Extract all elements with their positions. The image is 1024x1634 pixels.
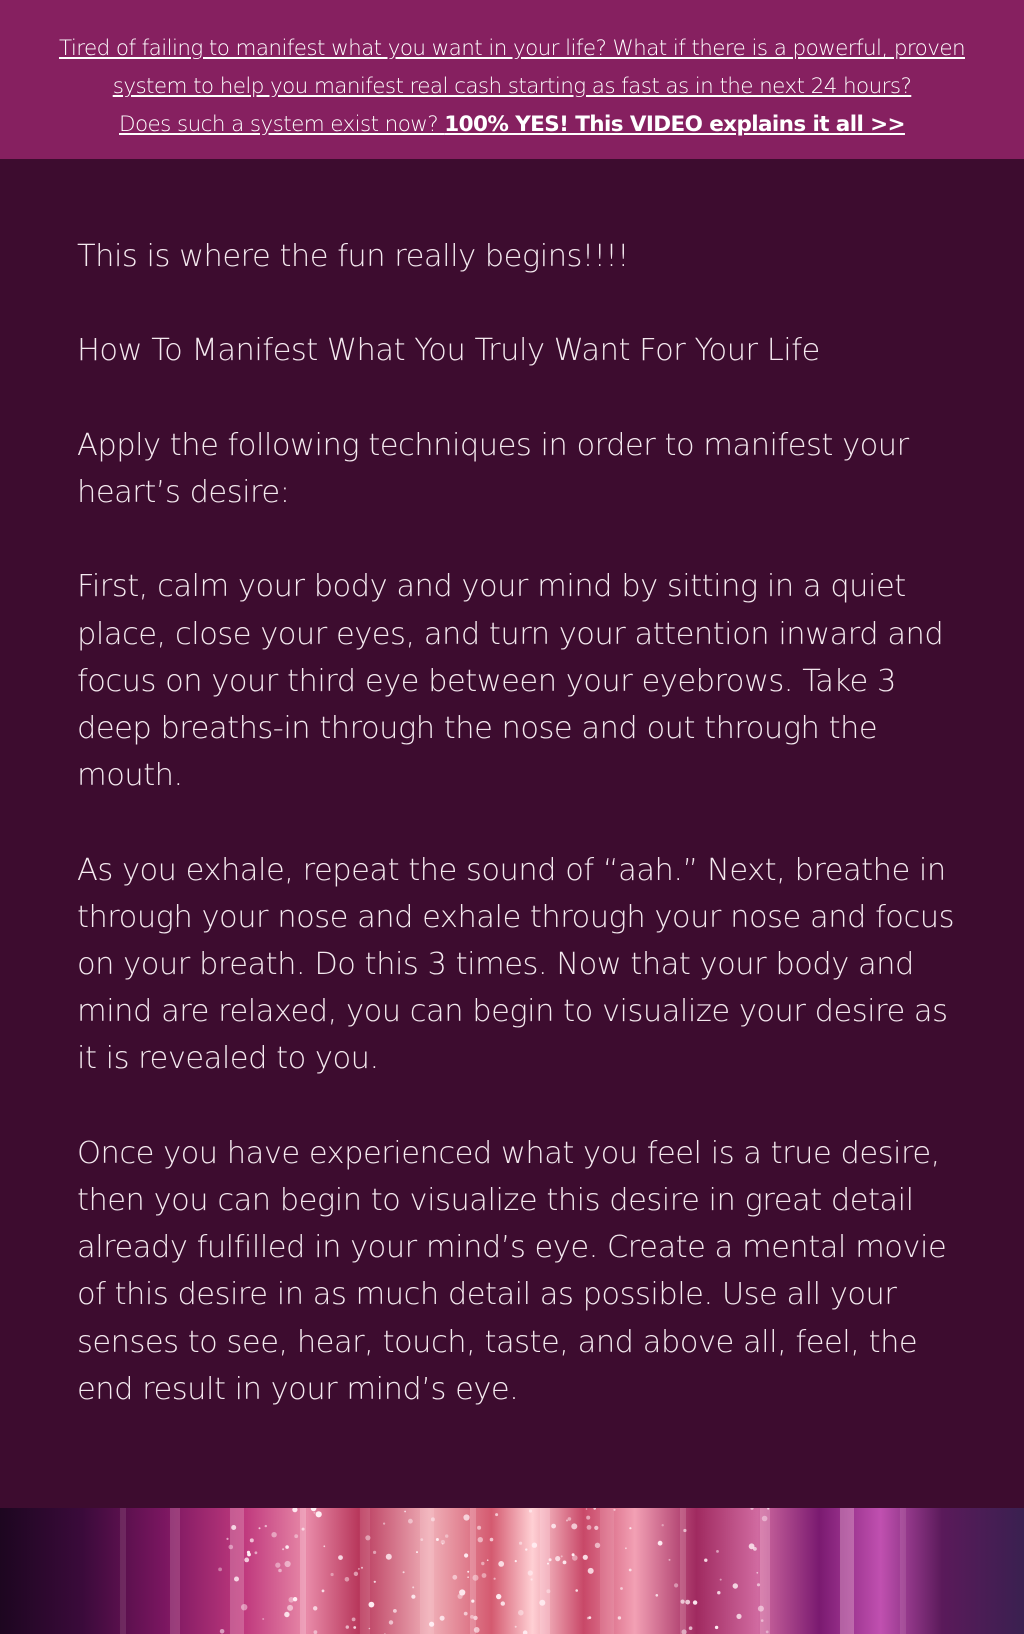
article-paragraph: Apply the following techniques in order to manifest your heart’s desire: bbox=[77, 427, 909, 510]
promo-line-1: Tired of failing to manifest what you want in your life? What if there is a powerful, proven bbox=[58, 36, 965, 61]
article-body bbox=[77, 233, 957, 1460]
decorative-sparkle-footer bbox=[0, 1508, 1024, 1634]
promo-line-3-prefix: Does such a system exist now? bbox=[119, 112, 445, 137]
article-paragraph: Once you have experienced what you feel is a true desire, then you can begin to visualize this desire in great detail already fulfilled in your mind’s eye. Create a mental movie of this desire in as much detail as possible. Use all your senses to see, hear, touch, taste, and above all, feel, the end result in your mind’s eye. bbox=[77, 1135, 947, 1407]
promo-link[interactable] bbox=[12, 30, 1012, 144]
article-paragraph: First, calm your body and your mind by sitting in a quiet place, close your eyes, and turn your attention inward and focus on your third eye between your eyebrows. Take 3 deep breaths-in through the nose and out through the mouth. bbox=[77, 569, 944, 794]
promo-line-3-bold: 100% YES! This VIDEO explains it all >> bbox=[444, 112, 905, 137]
promo-banner bbox=[0, 0, 1024, 159]
article-heading: How To Manifest What You Truly Want For Your Life bbox=[77, 333, 820, 369]
article-paragraph: As you exhale, repeat the sound of “aah.” Next, breathe in through your nose and exhale through your nose and focus on your breath. Do this 3 times. Now that your body and mind are relaxed, you can begin to visualize your desire as it is revealed to you. bbox=[77, 852, 954, 1077]
sparkle-lights-graphic bbox=[0, 1508, 1024, 1634]
article-intro: This is where the fun really begins!!!! bbox=[77, 239, 629, 274]
promo-line-2: system to help you manifest real cash starting as fast as in the next 24 hours? bbox=[112, 74, 912, 99]
